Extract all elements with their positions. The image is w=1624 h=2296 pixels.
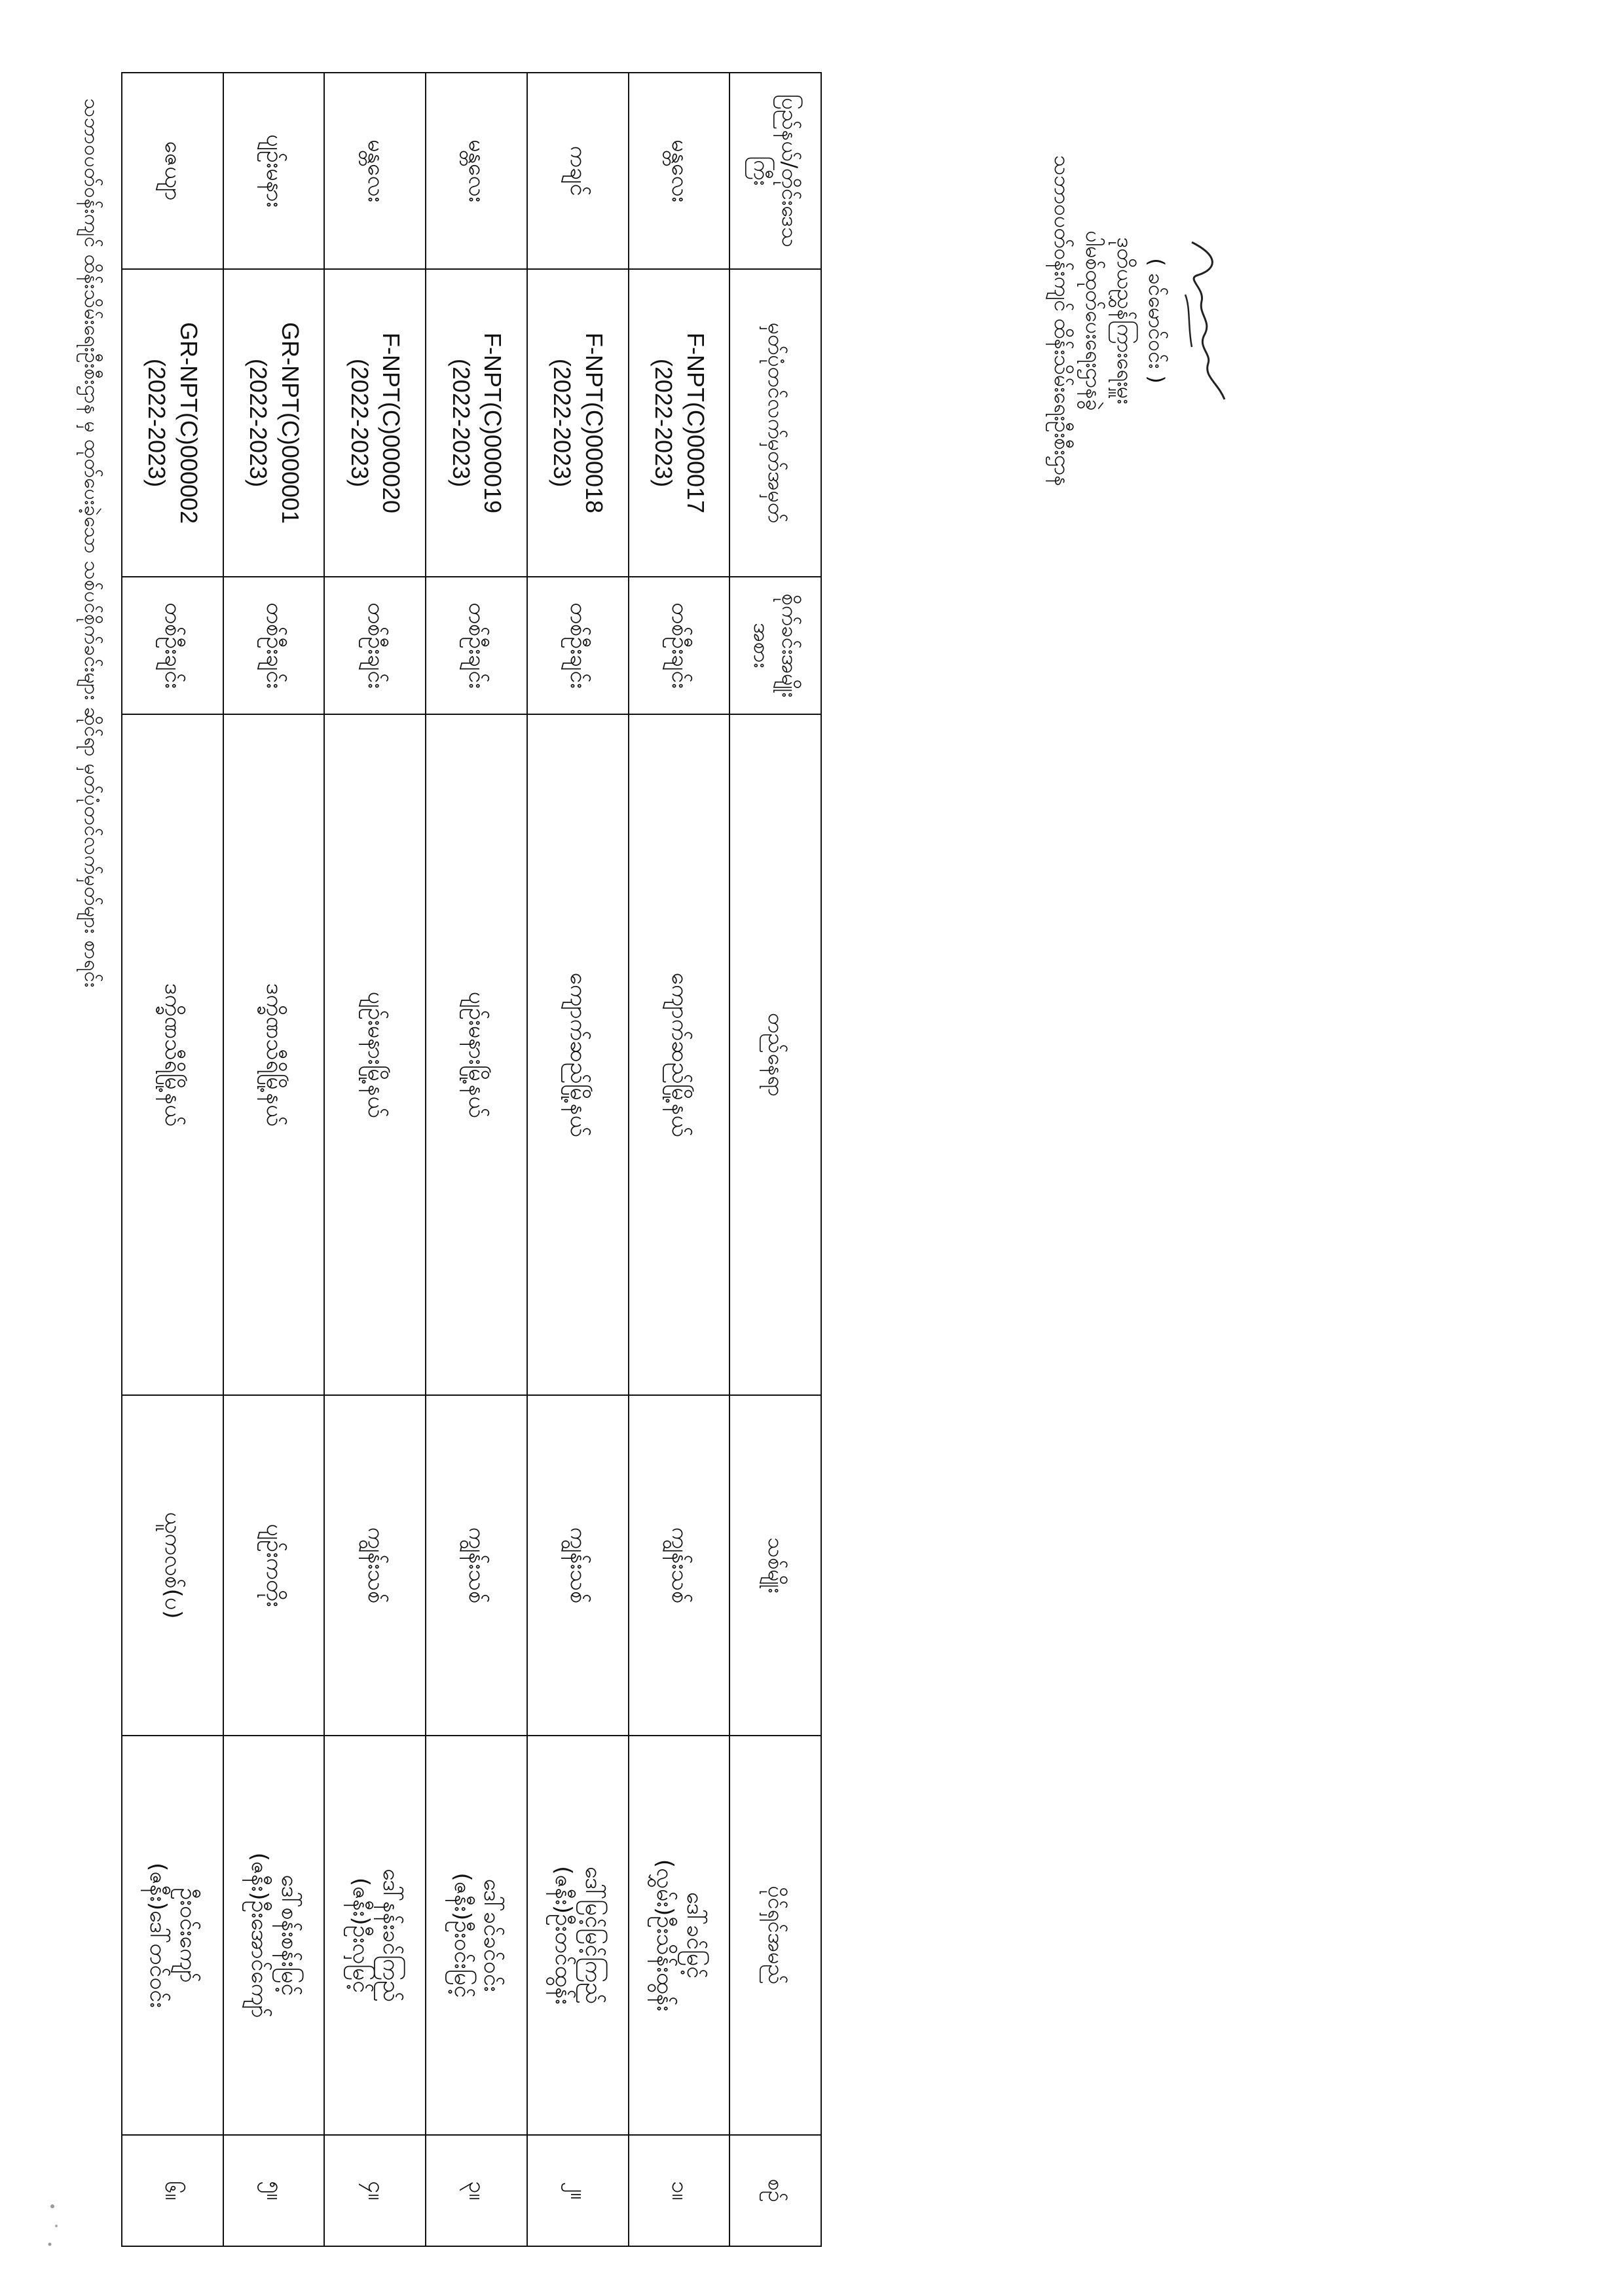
signatory-department: သဘာဝပတ်ဝန်းကျင် ထိန်းသိမ်းရေးဦးစီးဌာန (1050, 155, 1075, 486)
owner-detail: (လွှမ်း)ဦးသိန်းထွန်း (651, 1859, 678, 2012)
table-header-row (729, 73, 821, 2246)
owner-detail: (ဇနီး)ဒေါ်တင်ဝင်း (145, 1863, 172, 2008)
signatory-name: ( ခင်မောင်ဝင်း ) (1144, 258, 1169, 384)
cell-region: ကချင် (527, 73, 629, 269)
registration-no: F-NPT(C)000019 (479, 332, 507, 514)
cell-type: တစ်ဦးချင်း (527, 577, 629, 714)
cell-region: ပျဉ်းမနား (223, 73, 325, 269)
cell-owner (122, 1736, 223, 2135)
handwritten-signature (1172, 223, 1231, 419)
cell-registration-no (122, 269, 223, 577)
cell-location: ကျောက်ဆည်မြို့နယ် (629, 714, 730, 1395)
registration-year: (2022-2023) (549, 358, 576, 488)
signatory-title: ဒုတိယညွှန်ကြားရေးမှူး (1113, 237, 1137, 405)
header-location: တည်နေရာ (729, 714, 821, 1395)
registration-table (121, 72, 822, 2247)
cell-location: ပျဉ်းမနားမြို့နယ် (324, 714, 426, 1395)
registration-no: GR-NPT(C)000001 (276, 321, 304, 524)
cell-location: ပျဉ်းမနားမြို့နယ် (426, 714, 527, 1395)
owner-detail: (ဇနီး)ဦးလှမြင့် (347, 1877, 374, 1994)
registration-no: GR-NPT(C)000002 (175, 321, 202, 524)
cell-owner (527, 1736, 629, 2135)
registration-no: F-NPT(C)000020 (378, 332, 405, 514)
owner-name: ဒေါ်ခင်ခင်ဝင်း (479, 1878, 506, 1992)
scan-marks (39, 2200, 65, 2252)
cell-registration-no (324, 269, 426, 577)
cell-region: ဇေယျာ (122, 73, 223, 269)
owner-detail: (ဇနီး)ဦးတင်ထွန်း (550, 1866, 577, 2005)
cell-type: တစ်ဦးချင်း (629, 577, 730, 714)
cell-species: ကျွန်းသစ် (426, 1395, 527, 1736)
cell-serial: ၁။ (629, 2135, 730, 2246)
registration-year: (2022-2023) (447, 358, 475, 488)
cell-serial: ၂။ (527, 2135, 629, 2246)
header-species: သစ်မျိုး (729, 1395, 821, 1736)
cell-type: တစ်ဦးချင်း (223, 577, 325, 714)
cell-type: တစ်ဦးချင်း (122, 577, 223, 714)
header-serial: စဉ် (729, 2135, 821, 2246)
cell-registration-no (629, 269, 730, 577)
cell-registration-no (527, 269, 629, 577)
cell-owner (629, 1736, 730, 2135)
cell-location: ဒက္ခိဏသီရိမြို့နယ် (122, 714, 223, 1395)
table-row (122, 73, 223, 2246)
cell-species: ကျွန်းသစ် (527, 1395, 629, 1736)
cell-registration-no (223, 269, 325, 577)
cell-species: ကျွန်းသစ် (324, 1395, 426, 1736)
owner-name: ဒေါ်ခင်မြင့် (681, 1891, 708, 1979)
table-row (426, 73, 527, 2246)
cell-location: ဒက္ခိဏသီရိမြို့နယ် (223, 714, 325, 1395)
header-owner: ပိုင်ရှင်အမည် (729, 1736, 821, 2135)
owner-name: ဒေါ်မြင့်မြင့်ကြည် (580, 1866, 607, 2005)
cell-location: ကျောက်ဆည်မြို့နယ် (527, 714, 629, 1395)
table-row (629, 73, 730, 2246)
registration-year: (2022-2023) (245, 358, 272, 488)
cell-serial: ၃။ (426, 2135, 527, 2246)
table-row (223, 73, 325, 2246)
cell-owner (426, 1736, 527, 2135)
owner-name: ဒေါ်နန်းခင်ကြည် (377, 1868, 404, 2002)
cell-serial: ၄။ (324, 2135, 426, 2246)
header-registration-no: မှတ်ပုံတင်လက်မှတ်အမှတ် (729, 269, 821, 577)
cell-species: ကျွန်းသစ် (629, 1395, 730, 1736)
cell-region: မန္တလေး (324, 73, 426, 269)
cell-species: ပျဉ်းကတိုး (223, 1395, 325, 1736)
cell-owner (324, 1736, 426, 2135)
signatory-section: ပါမစ်ထုတ်ပေးရေးဌာနခွဲ (1081, 230, 1106, 411)
registration-no: F-NPT(C)000017 (682, 332, 709, 514)
owner-detail: (ဇနီး)ဦးဝင်းမြင့် (449, 1872, 475, 1998)
cell-type: တစ်ဦးချင်း (426, 577, 527, 714)
owner-name: ဒေါ်စန်းစန်းမြင့် (276, 1874, 303, 1996)
cell-region: မန္တလေး (426, 73, 527, 269)
registration-year: (2022-2023) (650, 358, 677, 488)
signature-block (1046, 72, 1231, 570)
registration-no: F-NPT(C)000018 (580, 332, 608, 514)
cell-region: မန္တလေး (629, 73, 730, 269)
table-row (527, 73, 629, 2246)
header-type: စိုက်ခင်းအမျိုးအစား (729, 577, 821, 714)
table-row (324, 73, 426, 2246)
header-region: ပြည်နယ်/တိုင်းဒေသကြီး (729, 73, 821, 269)
document-title: သဘာဝပတ်ဝန်းကျင် ထိန်းသိမ်းရေးဦးစီးဌာန မှ ထုတ်ပေးခဲ့သော သစ်ပင်စိုက်ခင်းများ ဆိုင်ရာ မှတ်ပုံတင်လက်မှတ်များ စာရင်း (80, 98, 103, 988)
cell-owner (223, 1736, 325, 2135)
cell-registration-no (426, 269, 527, 577)
registration-year: (2022-2023) (346, 358, 373, 488)
owner-detail: (ဇနီး)ဦးအောင်ကျော် (246, 1852, 273, 2018)
cell-type: တစ်ဦးချင်း (324, 577, 426, 714)
registration-year: (2022-2023) (143, 358, 171, 488)
cell-species: ယူကလစ်(ပ) (122, 1395, 223, 1736)
cell-serial: ၆။ (122, 2135, 223, 2246)
cell-serial: ၅။ (223, 2135, 325, 2246)
owner-name: ဦးဝင်းကျော် (175, 1887, 202, 1983)
